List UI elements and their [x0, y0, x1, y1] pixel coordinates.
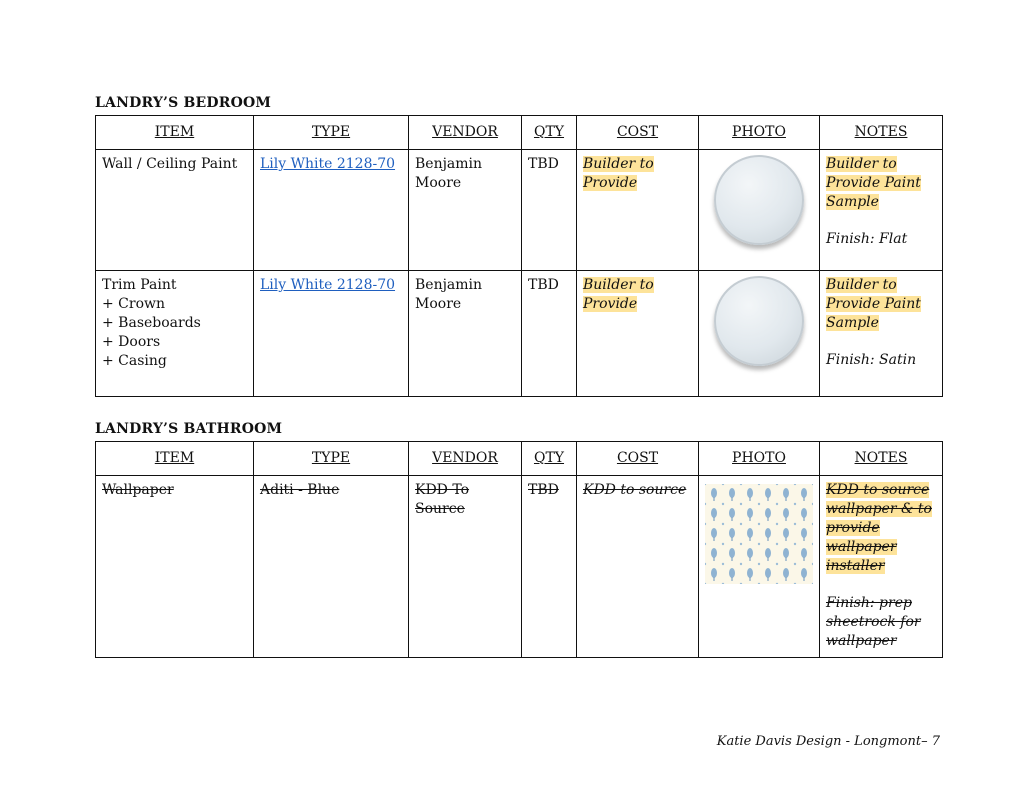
bedroom-header-row [96, 116, 943, 150]
header-vendor: VENDOR [409, 116, 522, 150]
notes-cell [820, 476, 943, 658]
bathroom-title: LANDRY’S BATHROOM [95, 421, 283, 437]
item-cell: Wallpaper [96, 476, 254, 658]
item-line: Wall / Ceiling Paint [102, 156, 238, 172]
bedroom-title: LANDRY’S BEDROOM [95, 95, 272, 111]
page-footer: Katie Davis Design - Longmont– 7 [716, 734, 940, 749]
table-row [96, 150, 943, 271]
item-line: + Doors [102, 334, 161, 350]
notes-finish: Finish: prep sheetrock for wallpaper [826, 595, 921, 649]
header-qty: QTY [522, 442, 577, 476]
item-line: + Crown [102, 296, 166, 312]
notes-highlight: Builder to Provide Paint Sample [826, 277, 921, 331]
paint-swatch-icon [714, 155, 804, 245]
header-vendor: VENDOR [409, 442, 522, 476]
header-item: ITEM [96, 116, 254, 150]
header-type: TYPE [254, 116, 409, 150]
bathroom-header-row [96, 442, 943, 476]
cost-highlight: Builder to Provide [583, 156, 654, 191]
table-row [96, 271, 943, 397]
header-photo: PHOTO [699, 442, 820, 476]
header-type: TYPE [254, 442, 409, 476]
header-notes: NOTES [820, 442, 943, 476]
item-cell [96, 150, 254, 271]
photo-cell [699, 476, 820, 658]
cost-cell [577, 476, 699, 658]
bedroom-table [95, 115, 943, 397]
paint-color-link[interactable]: Lily White 2128-70 [260, 156, 396, 172]
header-notes: NOTES [820, 116, 943, 150]
header-cost: COST [577, 442, 699, 476]
notes-finish: Finish: Flat [826, 231, 908, 247]
vendor-cell: Benjamin Moore [409, 271, 522, 397]
cost-cell [577, 150, 699, 271]
vendor-cell: Benjamin Moore [409, 150, 522, 271]
qty-cell: TBD [522, 150, 577, 271]
notes-cell [820, 150, 943, 271]
header-cost: COST [577, 116, 699, 150]
vendor-cell: KDD To Source [409, 476, 522, 658]
notes-highlight: KDD to source wallpaper & to provide wallpaper installer [826, 482, 932, 574]
item-line: Trim Paint [102, 277, 177, 293]
item-cell [96, 271, 254, 397]
paint-color-link[interactable]: Lily White 2128-70 [260, 277, 396, 293]
notes-cell [820, 271, 943, 397]
bathroom-table [95, 441, 943, 658]
header-qty: QTY [522, 116, 577, 150]
type-cell [254, 150, 409, 271]
item-line: + Baseboards [102, 315, 201, 331]
header-photo: PHOTO [699, 116, 820, 150]
paint-swatch-icon [714, 276, 804, 366]
header-item: ITEM [96, 442, 254, 476]
table-row [96, 476, 943, 658]
cost-text: KDD to source [583, 482, 687, 498]
qty-cell: TBD [522, 271, 577, 397]
cost-highlight: Builder to Provide [583, 277, 654, 312]
notes-finish: Finish: Satin [826, 352, 917, 368]
wallpaper-pattern-icon [705, 484, 813, 584]
qty-cell: TBD [522, 476, 577, 658]
type-cell: Aditi - Blue [254, 476, 409, 658]
cost-cell [577, 271, 699, 397]
notes-highlight: Builder to Provide Paint Sample [826, 156, 921, 210]
photo-cell [699, 271, 820, 397]
item-line: + Casing [102, 353, 167, 369]
photo-cell [699, 150, 820, 271]
type-cell [254, 271, 409, 397]
